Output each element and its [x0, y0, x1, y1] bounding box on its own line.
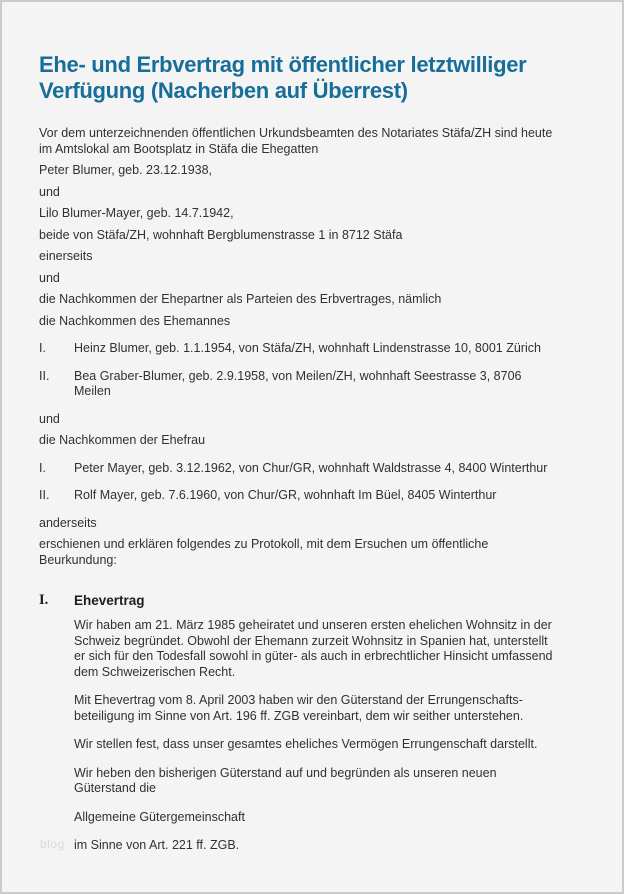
document-title: Ehe- und Erbvertrag mit öffentlicher letztwilliger Verfügung (Nacherben auf Überrest) [39, 52, 527, 103]
closing-paragraph: erschienen und erklären folgendes zu Protokoll, mit dem Ersuchen um öffentliche Beurkundung: [39, 537, 489, 567]
list-item-husband-descendant [39, 369, 561, 400]
husband-descendants-label: die Nachkommen des Ehemannes [39, 313, 231, 328]
section-paragraph: Mit Ehevertrag vom 8. April 2003 haben wir den Güterstand der Errungenschaftsbeteiligung im Sinne von Art. 196 ff. ZGB vereinbart, dem wir seither unterstehen. [74, 693, 524, 723]
party-address: beide von Stäfa/ZH, wohnhaft Bergblumenstrasse 1 in 8712 Stäfa [39, 227, 403, 242]
blog-watermark: blog [40, 837, 65, 851]
party-husband-name: Peter Blumer, geb. 23.12.1938, [39, 163, 213, 177]
intro-paragraph: Vor dem unterzeichnenden öffentlichen Urkundsbeamten des Notariates Stäfa/ZH sind heute im Amtslokal am Bootsplatz in Stäfa die Ehegatten [39, 126, 553, 156]
section-paragraph: Wir heben den bisherigen Güterstand auf und begründen als unseren neuen Güterstand die [74, 765, 497, 795]
party-wife-name: Lilo Blumer-Mayer, geb. 14.7.1942, [39, 206, 234, 220]
list-item-text: Peter Mayer, geb. 3.12.1962, von Chur/GR, wohnhaft Waldstrasse 4, 8400 Winterthur [74, 460, 548, 475]
section-body [74, 618, 561, 854]
connector-text: und [39, 270, 60, 285]
party-side-label: anderseits [39, 515, 97, 530]
list-item-husband-descendant [39, 341, 561, 357]
party-side-label: einerseits [39, 249, 93, 263]
descendants-intro: die Nachkommen der Ehepartner als Parteien des Erbvertrages, nämlich [39, 292, 442, 306]
section-heading [39, 592, 561, 609]
section-ehevertrag [39, 592, 561, 854]
list-item-number: I. [39, 341, 46, 355]
section-paragraph: Wir haben am 21. März 1985 geheiratet und unseren ersten ehelichen Wohnsitz in der Schweiz begründet. Obwohl der Ehemann zurzeit Wohnsitz in Spanien hat, unterstellt er sich für den Todesfall sowohl in güter- als auch in erbrechtlicher Hinsicht umfassend dem Schweizerischen Recht. [74, 618, 553, 679]
list-item-wife-descendant [39, 488, 561, 504]
document-content [39, 52, 561, 867]
list-item-number: I. [39, 460, 46, 475]
connector-text: und [39, 411, 60, 426]
section-number: I. [39, 592, 49, 608]
list-item-text: Heinz Blumer, geb. 1.1.1954, von Stäfa/ZH, wohnhaft Lindenstrasse 10, 8001 Zürich [74, 341, 541, 355]
section-paragraph: im Sinne von Art. 221 ff. ZGB. [74, 838, 240, 852]
section-title: Ehevertrag [74, 593, 145, 608]
connector-text: und [39, 184, 60, 199]
section-paragraph: Allgemeine Gütergemeinschaft [74, 809, 245, 824]
list-item-text: Bea Graber-Blumer, geb. 2.9.1958, von Meilen/ZH, wohnhaft Seestrasse 3, 8706 Meilen [74, 368, 522, 398]
list-item-number: II. [39, 488, 50, 502]
section-paragraph: Wir stellen fest, dass unser gesamtes eheliches Vermögen Errungenschaft darstellt. [74, 737, 538, 751]
list-item-text: Rolf Mayer, geb. 7.6.1960, von Chur/GR, wohnhaft Im Büel, 8405 Winterthur [74, 488, 497, 502]
wife-descendants-label: die Nachkommen der Ehefrau [39, 433, 206, 447]
list-item-number: II. [39, 368, 50, 383]
list-item-wife-descendant [39, 461, 561, 477]
